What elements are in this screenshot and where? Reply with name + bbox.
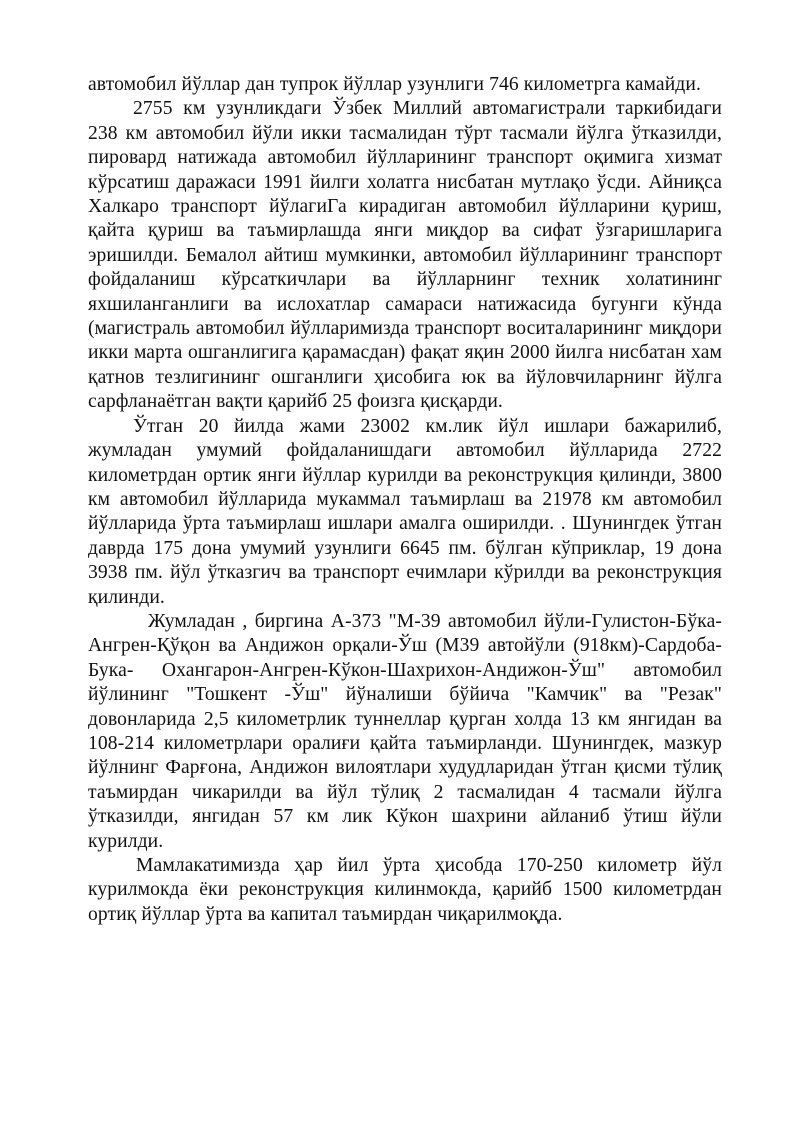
paragraph-highway-upgrade: 2755 км узунликдаги Ўзбек Миллий автомагистрали таркибидаги 238 км автомобил йўли икки тасмалидан тўрт тасмали йўлга ўтказилди, пировард натижада автомобил йўлларининг транспорт оқимига хизмат кўрсатиш даражаси 1991 йилги холатга нисбатан мутлақо ўсди. Айниқса Халкаро транспорт йўлагиГа кирадиган автомобил йўлларини қуриш, қайта қуриш ва таъмирлашда янги миқдор ва сифат ўзгаришларига эришилди. Бемалол айтиш мумкинки, автомобил йўлларининг транспорт фойдаланиш кўрсаткичлари ва йўлларнинг техник холатининг яхшиланганлиги ва ислохатлар самараси натижасида бугунги кўнда (магистраль автомобил йўлларимизда транспорт воситаларининг миқдори икки марта ошганлигига қарамасдан) фақат яқин 2000 йилга нисбатан хам қатнов тезлигининг ошганлиги ҳисобига юк ва йўловчиларнинг йўлга сарфланаётган вақти қарийб 25 фоизга қисқарди. — [88, 98, 722, 413]
document-body — [88, 73, 722, 927]
paragraph-road-works-20-years: Ўтган 20 йилда жами 23002 км.лик йўл ишлари бажарилиб, жумладан умумий фойдаланишдаги автомобил йўлларида 2722 километрдан ортик янги йўллар курилди ва реконструкция қилинди, 3800 км автомобил йўлларида мукаммал таъмирлаш ва 21978 км автомобил йўлларида ўрта таъмирлаш ишлари амалга оширилди. . Шунингдек ўтган даврда 175 дона умумий узунлиги 6645 пм. бўлган кўприклар, 19 дона 3938 пм. йўл ўтказгич ва транспорт ечимлари кўрилди ва реконструкция қилинди. — [88, 415, 722, 608]
paragraph-annual-construction: Мамлакатимизда ҳар йил ўрта ҳисобда 170-250 километр йўл курилмокда ёки реконструкция килинмокда, қарийб 1500 километрдан ортиқ йўллар ўрта ва капитал таъмирдан чиқарилмоқда. — [88, 855, 722, 925]
paragraph-continuation: автомобил йўллар дан тупрок йўллар узунлиги 746 километрга камайди. — [88, 74, 701, 95]
paragraph-tunnels-route: Жумладан , биргина А-373 "М-39 автомобил йўли-Гулистон-Бўка-Ангрен-Қўқон ва Андижон орқали-Ўш (М39 автойўли (918км)-Сардоба-Бука- Охангарон-Ангрен-Кўкон-Шахрихон-Андижон-Ўш" автомобил йўлининг "Тошкент -Ўш" йўналиши бўйича "Камчик" ва "Резак" довонларида 2,5 километрлик туннеллар қурган холда 13 км янгидан ва 108-214 километрлари оралиғи қайта таъмирланди. Шунингдек, мазкур йўлнинг Фарғона, Андижон вилоятлари худудларидан ўтган қисми тўлиқ таъмирдан чикарилди ва йўл тўлиқ 2 тасмалидан 4 тасмали йўлга ўтказилди, янгидан 57 км лик Кўкон шахрини айланиб ўтиш йўли курилди. — [88, 610, 722, 852]
